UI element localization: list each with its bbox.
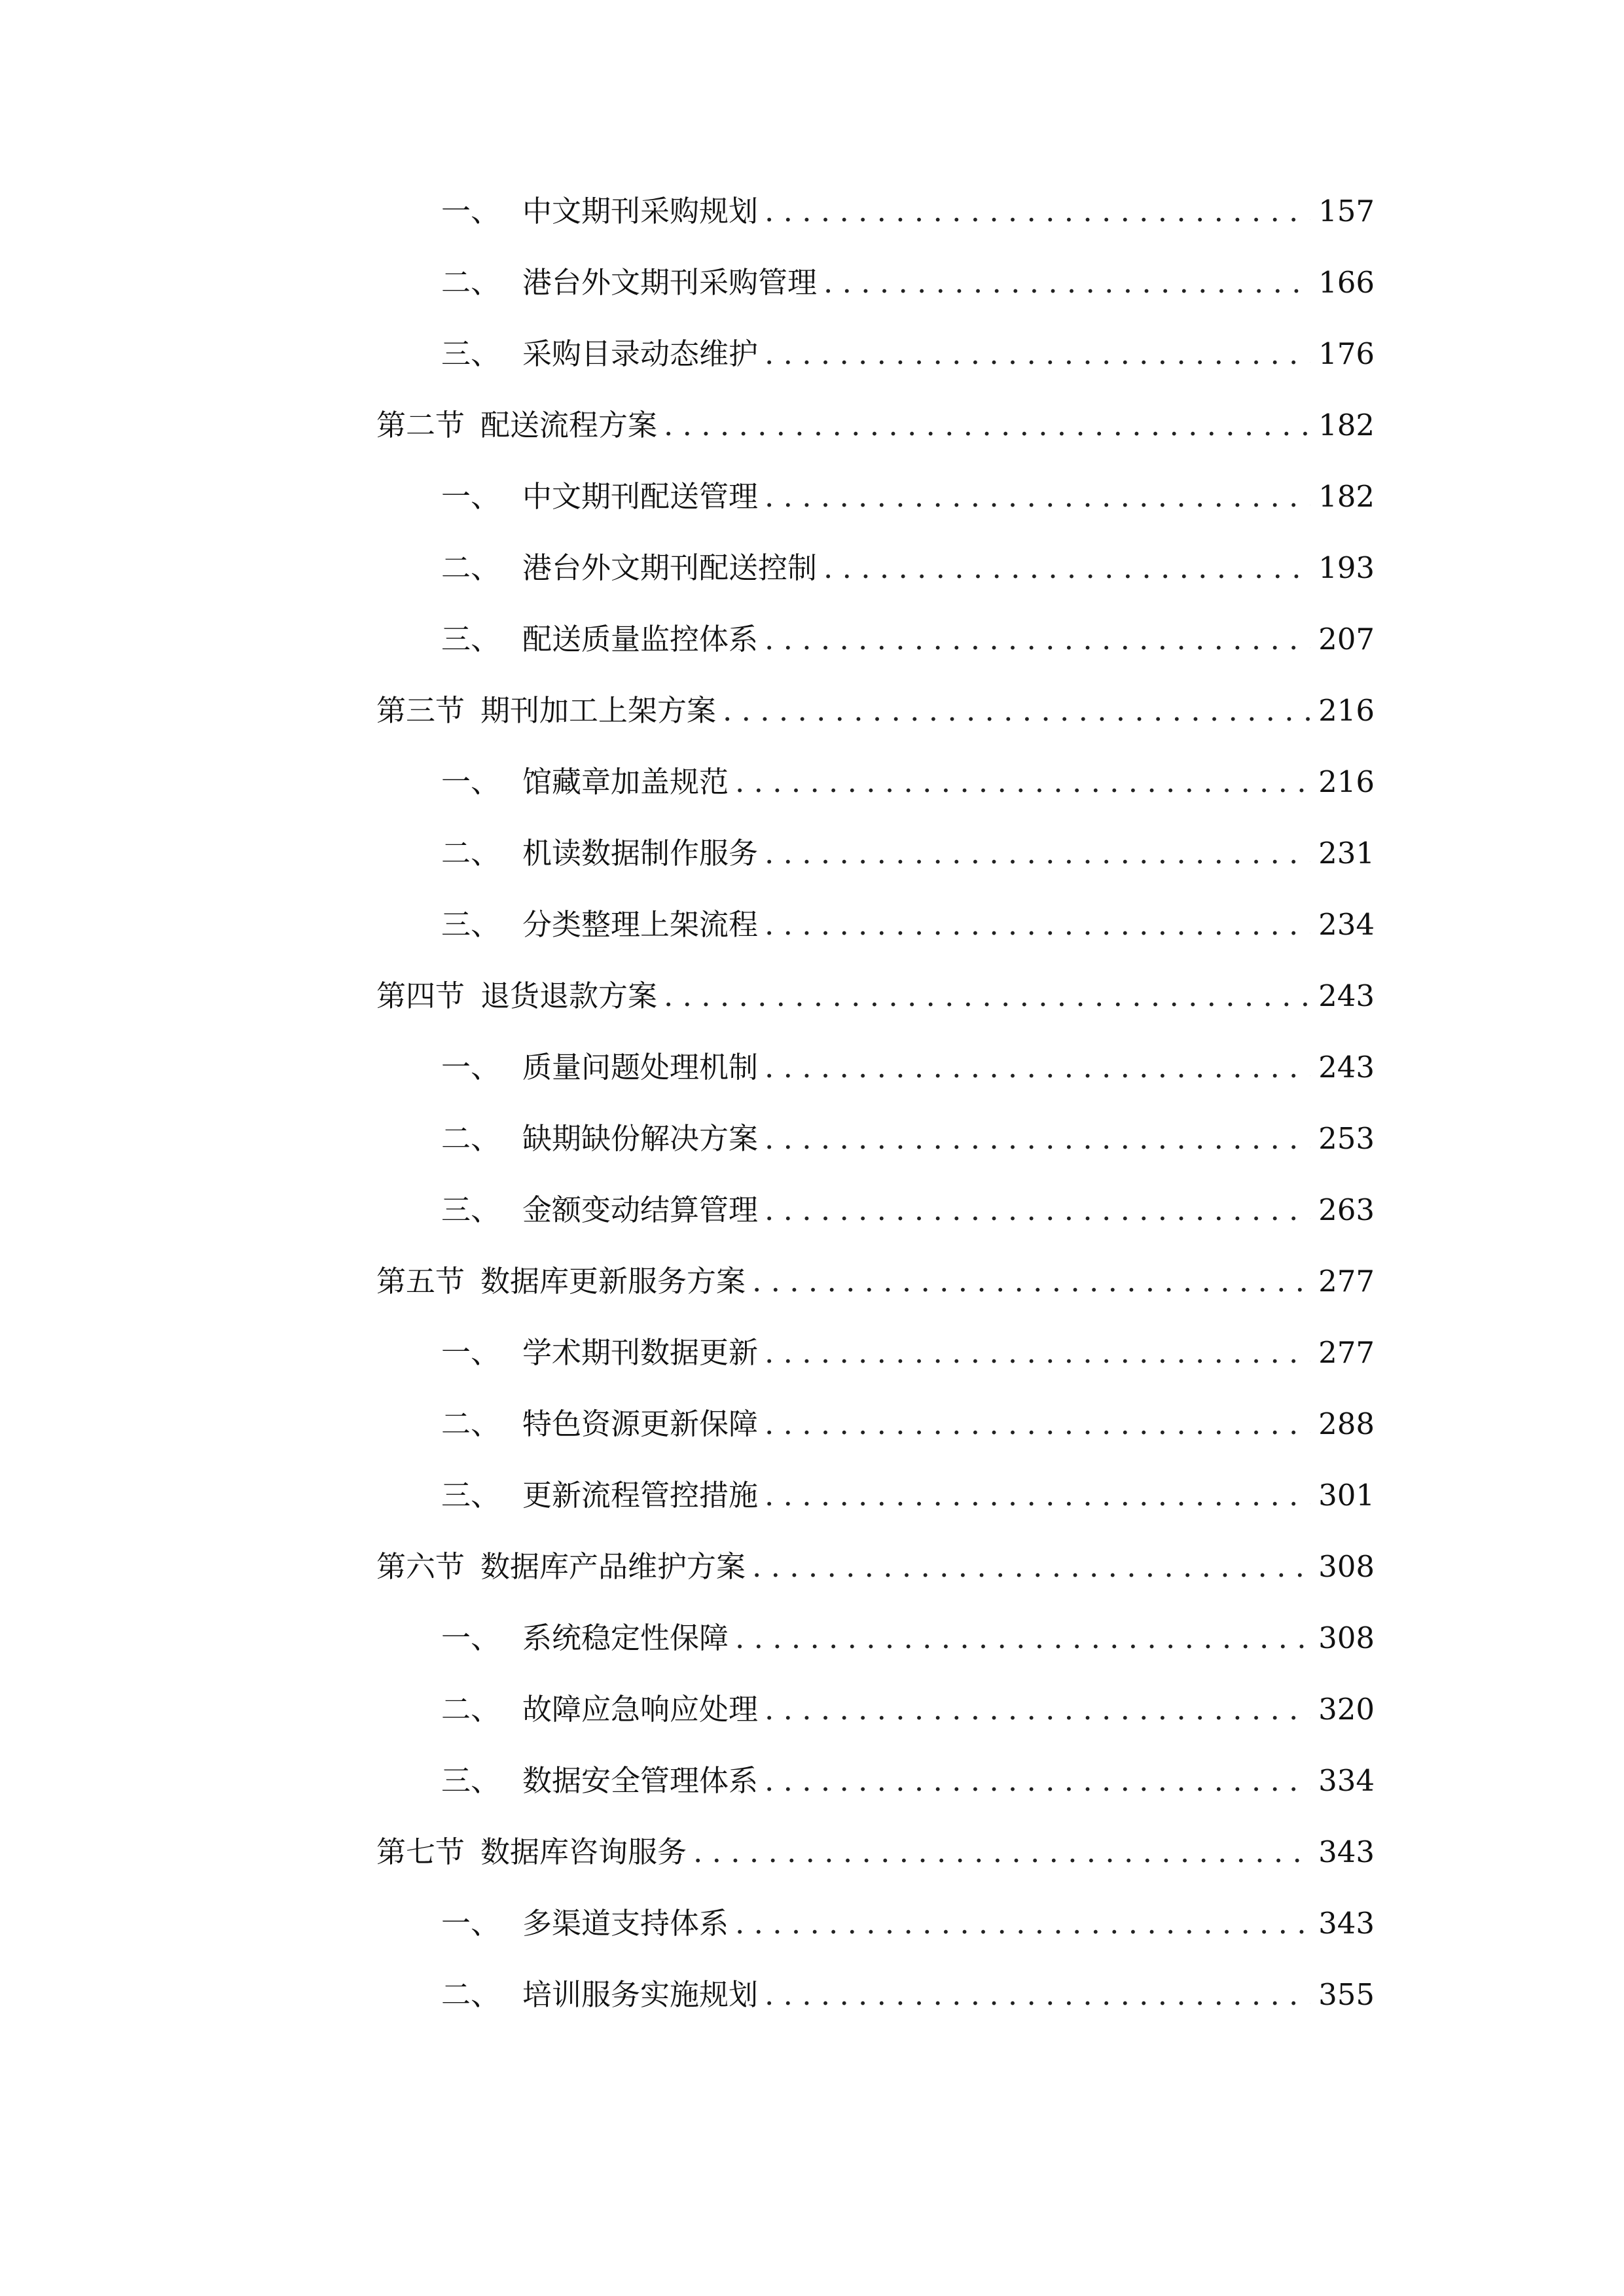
dot-leader <box>693 1833 1310 1872</box>
toc-section-entry[interactable] <box>376 406 1375 445</box>
toc-entry-title: 退货退款方案 <box>480 978 658 1013</box>
toc-section-number: 第四节 <box>376 978 465 1013</box>
toc-entry-title: 中文期刊采购规划 <box>522 194 759 228</box>
dot-leader <box>765 834 1310 873</box>
toc-entry-number: 二、 <box>441 836 501 870</box>
toc-entry-number: 一、 <box>441 479 501 514</box>
toc-section-number: 第三节 <box>376 693 465 728</box>
toc-entry-number: 一、 <box>441 764 501 799</box>
dot-leader <box>735 1619 1310 1658</box>
dot-leader <box>765 192 1310 231</box>
dot-leader <box>765 334 1310 374</box>
dot-leader <box>765 1476 1310 1515</box>
toc-entry-page: 308 <box>1318 1621 1375 1655</box>
toc-entry-title: 馆藏章加盖规范 <box>522 764 729 799</box>
toc-entry-title: 期刊加工上架方案 <box>480 693 717 728</box>
dot-leader <box>765 477 1310 516</box>
toc-entry[interactable] <box>441 477 1375 516</box>
toc-entry-title: 配送质量监控体系 <box>522 622 759 656</box>
toc-entry-title: 特色资源更新保障 <box>522 1407 759 1441</box>
dot-leader <box>765 1405 1310 1444</box>
toc-section-number: 第二节 <box>376 408 465 442</box>
dot-leader <box>765 1761 1310 1801</box>
dot-leader <box>765 1333 1310 1372</box>
toc-entry-number: 三、 <box>441 622 501 656</box>
toc-entry-title: 配送流程方案 <box>480 408 658 442</box>
toc-entry-number: 一、 <box>441 194 501 228</box>
toc-section-entry[interactable] <box>376 1547 1375 1587</box>
toc-entry-page: 166 <box>1318 265 1375 300</box>
toc-entry-title: 数据库更新服务方案 <box>480 1264 746 1299</box>
toc-entry-page: 176 <box>1318 336 1375 371</box>
toc-entry-title: 分类整理上架流程 <box>522 907 759 942</box>
toc-entry[interactable] <box>441 1619 1375 1658</box>
toc-entry-number: 二、 <box>441 1121 501 1156</box>
toc-section-number: 第七节 <box>376 1835 465 1869</box>
toc-entry[interactable] <box>441 1119 1375 1158</box>
toc-entry-title: 机读数据制作服务 <box>522 836 759 870</box>
toc-entry[interactable] <box>441 1904 1375 1943</box>
toc-entry-title: 数据库产品维护方案 <box>480 1549 746 1584</box>
toc-section-entry[interactable] <box>376 977 1375 1016</box>
toc-entry-title: 港台外文期刊配送控制 <box>522 550 818 585</box>
toc-entry-page: 343 <box>1318 1906 1375 1941</box>
toc-entry-page: 216 <box>1318 693 1375 728</box>
dot-leader <box>765 1048 1310 1087</box>
toc-entry-title: 数据库咨询服务 <box>480 1835 687 1869</box>
toc-entry-page: 193 <box>1318 550 1375 585</box>
toc-entry[interactable] <box>441 334 1375 374</box>
dot-leader <box>752 1262 1310 1301</box>
toc-entry-title: 故障应急响应处理 <box>522 1692 759 1727</box>
toc-entry-number: 一、 <box>441 1906 501 1941</box>
toc-entry-number: 二、 <box>441 265 501 300</box>
toc-entry-number: 二、 <box>441 1407 501 1441</box>
toc-entry-title: 金额变动结算管理 <box>522 1193 759 1227</box>
toc-entry-title: 更新流程管控措施 <box>522 1478 759 1513</box>
toc-entry-page: 263 <box>1318 1193 1375 1227</box>
toc-entry[interactable] <box>441 1476 1375 1515</box>
toc-entry-title: 数据安全管理体系 <box>522 1763 759 1798</box>
toc-entry-page: 355 <box>1318 1977 1375 2012</box>
toc-entry-title: 采购目录动态维护 <box>522 336 759 371</box>
dot-leader <box>765 1690 1310 1729</box>
toc-entry-title: 学术期刊数据更新 <box>522 1335 759 1370</box>
toc-entry-page: 207 <box>1318 622 1375 656</box>
toc-entry-page: 277 <box>1318 1264 1375 1299</box>
toc-entry-number: 三、 <box>441 1193 501 1227</box>
toc-entry-page: 234 <box>1318 907 1375 942</box>
dot-leader <box>765 620 1310 659</box>
dot-leader <box>664 977 1310 1016</box>
dot-leader <box>765 1975 1310 2015</box>
toc-entry-page: 182 <box>1318 479 1375 514</box>
toc-entry-title: 中文期刊配送管理 <box>522 479 759 514</box>
toc-entry-number: 一、 <box>441 1621 501 1655</box>
toc-entry-page: 243 <box>1318 978 1375 1013</box>
toc-entry-title: 缺期缺份解决方案 <box>522 1121 759 1156</box>
toc-entry[interactable] <box>441 834 1375 873</box>
dot-leader <box>735 1904 1310 1943</box>
toc-entry-page: 277 <box>1318 1335 1375 1370</box>
toc-entry[interactable] <box>441 1048 1375 1087</box>
toc-entry-page: 243 <box>1318 1050 1375 1085</box>
toc-entry-page: 301 <box>1318 1478 1375 1513</box>
toc-entry[interactable] <box>441 905 1375 944</box>
toc-entry[interactable] <box>441 1690 1375 1729</box>
toc-entry[interactable] <box>441 192 1375 231</box>
toc-section-entry[interactable] <box>376 1833 1375 1872</box>
toc-entry[interactable] <box>441 1333 1375 1372</box>
dot-leader <box>735 762 1310 802</box>
toc-entry-title: 质量问题处理机制 <box>522 1050 759 1085</box>
toc-entry-page: 320 <box>1318 1692 1375 1727</box>
toc-entry-page: 253 <box>1318 1121 1375 1156</box>
toc-entry-page: 288 <box>1318 1407 1375 1441</box>
dot-leader <box>664 406 1310 445</box>
toc-entry-title: 港台外文期刊采购管理 <box>522 265 818 300</box>
dot-leader <box>823 263 1310 302</box>
toc-entry[interactable] <box>441 263 1375 302</box>
toc-entry-number: 二、 <box>441 550 501 585</box>
dot-leader <box>752 1547 1310 1587</box>
toc-entry-page: 216 <box>1318 764 1375 799</box>
toc-entry-title: 系统稳定性保障 <box>522 1621 729 1655</box>
toc-entry-page: 334 <box>1318 1763 1375 1798</box>
toc-entry-number: 一、 <box>441 1335 501 1370</box>
toc-entry[interactable] <box>441 1191 1375 1230</box>
toc-section-number: 第六节 <box>376 1549 465 1584</box>
toc-entry-number: 三、 <box>441 336 501 371</box>
toc-section-entry[interactable] <box>376 691 1375 730</box>
toc-entry[interactable] <box>441 1761 1375 1801</box>
toc-entry-page: 231 <box>1318 836 1375 870</box>
dot-leader <box>823 548 1310 588</box>
toc-entry-number: 三、 <box>441 1478 501 1513</box>
toc-entry-number: 一、 <box>441 1050 501 1085</box>
toc-entry-page: 157 <box>1318 194 1375 228</box>
dot-leader <box>765 1191 1310 1230</box>
toc-entry-number: 三、 <box>441 907 501 942</box>
dot-leader <box>765 1119 1310 1158</box>
dot-leader <box>723 691 1310 730</box>
toc-entry[interactable] <box>441 1975 1375 2015</box>
toc-section-entry[interactable] <box>376 1262 1375 1301</box>
toc-entry-title: 培训服务实施规划 <box>522 1977 759 2012</box>
toc-entry-page: 343 <box>1318 1835 1375 1869</box>
toc-entry[interactable] <box>441 762 1375 802</box>
toc-entry-number: 三、 <box>441 1763 501 1798</box>
toc-entry-number: 二、 <box>441 1977 501 2012</box>
dot-leader <box>765 905 1310 944</box>
toc-entry[interactable] <box>441 1405 1375 1444</box>
toc-entry-title: 多渠道支持体系 <box>522 1906 729 1941</box>
toc-entry-page: 182 <box>1318 408 1375 442</box>
toc-entry-page: 308 <box>1318 1549 1375 1584</box>
toc-entry[interactable] <box>441 620 1375 659</box>
toc-section-number: 第五节 <box>376 1264 465 1299</box>
toc-entry-number: 二、 <box>441 1692 501 1727</box>
toc-entry[interactable] <box>441 548 1375 588</box>
